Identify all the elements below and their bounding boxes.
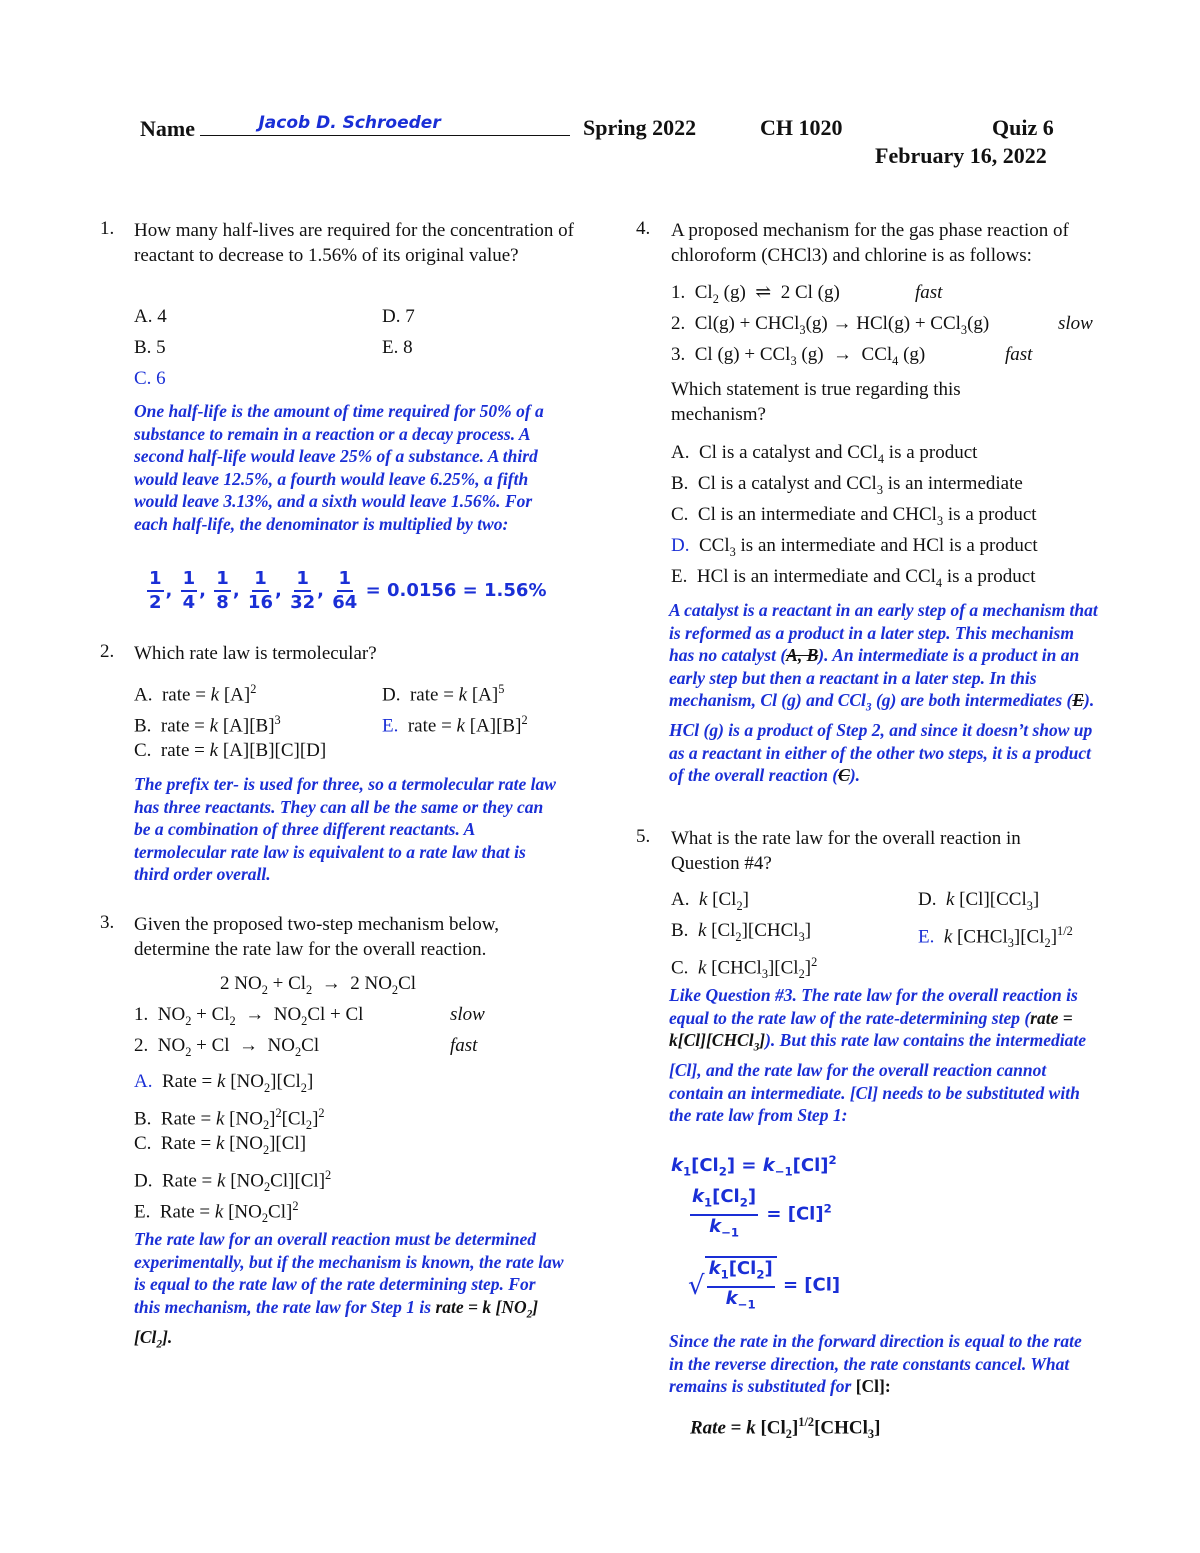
q4-step-3: 3. Cl (g) + CCl$_3$ (g) → CCl$_4$ (g) xyxy=(671,344,926,368)
q1-option-d: D. 7 xyxy=(382,306,415,327)
q3-option-b: B. Rate = k $[NO_2]^2[Cl_2]^2$ xyxy=(134,1106,325,1133)
course: CH 1020 xyxy=(760,115,843,140)
q5-equilibrium-equation: $k_1[Cl_2] = k_{-1}[Cl]^2$ xyxy=(671,1153,837,1179)
q3-step-1-speed: slow xyxy=(450,1004,485,1025)
q4-step-2-speed: slow xyxy=(1058,313,1093,334)
name-line xyxy=(200,115,570,136)
q5-text: What is the rate law for the overall reaction in Question #4? xyxy=(671,828,1021,874)
q4-option-b: B. Cl is a catalyst and CCl$_3$ is an intermediate xyxy=(671,473,1023,497)
q3-explanation: The rate law for an overall reaction must be determined experimentally, but if the mechanism is known, the rate law is equal to the rate law of the rate determining step. For this mechanism, the rate law for Step 1 is rate = k $[NO_2][Cl_2]$. xyxy=(134,1229,564,1350)
q2-option-e-correct: E. rate = k $[A][B]^2$ xyxy=(382,713,528,737)
q5-option-a: A. k $[Cl_2]$ xyxy=(671,889,749,913)
q5-final-text: Since the rate in the forward direction is equal to the rate in the reverse direction, the rate constants cancel. What remains is substituted for xyxy=(669,1331,1082,1396)
q2-number: 2. xyxy=(100,641,115,662)
q5-option-c: C. k $[CHCl_3][Cl_2]^2$ xyxy=(671,955,818,982)
q4-option-a: A. Cl is a catalyst and CCl$_4$ is a product xyxy=(671,442,978,466)
q1-result: = 0.0156 = 1.56% xyxy=(365,580,547,601)
q4-option-d-correct: D. CCl$_3$ is an intermediate and HCl is a product xyxy=(671,535,1038,559)
q2-option-d: D. rate = k $[A]^5$ xyxy=(382,682,505,706)
q5-rearranged-equation: $\frac{k_1[Cl_2]}{k_{-1}}$ = $[Cl]^2$ xyxy=(692,1186,832,1240)
q4-step-3-speed: fast xyxy=(1005,344,1033,365)
q5-option-e-correct: E. k $[CHCl_3][Cl_2]^{1/2}$ xyxy=(918,924,1073,951)
q4-option-e: E. HCl is an intermediate and CCl$_4$ is a product xyxy=(671,566,1036,590)
q5-final-explanation: Since the rate in the forward direction is equal to the rate in the reverse direction, the rate constants cancel. What remains is substituted for [Cl]: xyxy=(669,1331,1082,1396)
name-label: Name xyxy=(140,116,195,141)
q2-text: Which rate law is termolecular? xyxy=(134,643,377,664)
q1-option-c-correct: C. 6 xyxy=(134,368,166,389)
signature: Jacob D. Schroeder xyxy=(258,113,441,133)
name-field xyxy=(140,115,570,142)
q1-explanation: One half-life is the amount of time required for 50% of a substance to remain in a reaction or a decay process. A second half-life would leave 25% of a substance. A third would leave 12.5%, a fourth would leave 6.25%, a fifth would leave 3.13%, and a sixth would leave 1.56%. For each half-life, the denominator is multiplied by two: xyxy=(134,401,544,534)
q3-step-1: 1. $NO_2 + Cl_2 \to NO_2Cl + Cl$ xyxy=(134,1004,364,1028)
q4-step-2: 2. Cl(g) + CHCl$_3$(g) → HCl(g) + CCl$_3$(g) xyxy=(671,313,990,337)
q3-option-d: D. Rate = k $[NO_2Cl][Cl]^2$ xyxy=(134,1168,332,1195)
q1-option-e: E. 8 xyxy=(382,337,413,358)
q1-number: 1. xyxy=(100,218,115,239)
q5-option-b: B. k $[Cl_2][CHCl_3]$ xyxy=(671,920,812,944)
q3-step-2-speed: fast xyxy=(450,1035,478,1056)
q3-text: Given the proposed two-step mechanism below, determine the rate law for the overall reaction. xyxy=(134,914,499,960)
q3-option-a-correct: A. Rate = k $[NO_2][Cl_2]$ xyxy=(134,1071,314,1095)
quiz-number: Quiz 6 xyxy=(992,115,1054,140)
q3-explanation-text: The rate law for an overall reaction must be determined experimentally, but if the mechanism is known, the rate law is equal to the rate law of the rate determining step. For this mechanism, the rate law for Step 1 is xyxy=(134,1229,564,1317)
q1-text: How many half-lives are required for the concentration of reactant to decrease to 1.56% of its original value? xyxy=(134,220,574,266)
q4-explanation: A catalyst is a reactant in an early step of a mechanism that is reformed as a product in a later step. This mechanism has no catalyst (A, B). An intermediate is a product in an early step but then a reactant in a later step. In this mechanism, Cl (g) and CCl$_3$ (g) are both intermediates (E). HCl (g) is a product of Step 2, and since it doesn’t show up as a reactant in either of the other two steps, it is a product of the overall reaction (C). xyxy=(669,600,1098,785)
q2-option-c: C. rate = k [A][B][C][D] xyxy=(134,740,327,761)
q3-step-2: 2. $NO_2 + Cl \to NO_2Cl$ xyxy=(134,1035,320,1059)
q1-option-a: A. 4 xyxy=(134,306,167,327)
q4-option-c: C. Cl is an intermediate and CHCl$_3$ is a product xyxy=(671,504,1037,528)
q3-number: 3. xyxy=(100,912,115,933)
q2-option-a: A. rate = k $[A]^2$ xyxy=(134,682,257,706)
q1-option-b: B. 5 xyxy=(134,337,166,358)
q5-number: 5. xyxy=(636,826,651,847)
q5-explanation: Like Question #3. The rate law for the overall reaction is equal to the rate law of the rate-determining step (rate = k[Cl][CHCl$_3$]). But this rate law contains the intermediate [Cl], and the rate law for the overall reaction cannot contain an intermediate. [Cl] needs to be substituted with the rate law from Step 1: xyxy=(669,985,1086,1125)
q1-fraction-series: $\frac{1}{2}$ , $\frac{1}{4}$ , $\frac{1}{8}$ , $\frac{1}{16}$ , $\frac{1}{32}$ , $\frac{1}{64}$ = 0.0156 = 1.56% xyxy=(149,568,547,613)
q3-overall-reaction: 2 $NO_2 + Cl_2 \to 2$ $NO_2Cl$ xyxy=(220,973,417,997)
q4-number: 4. xyxy=(636,218,651,239)
q3-option-e: E. Rate = k $[NO_2Cl]^2$ xyxy=(134,1199,299,1226)
term: Spring 2022 xyxy=(583,115,697,140)
q5-option-d: D. k [Cl][CCl$_3$] xyxy=(918,889,1040,913)
q5-sqrt-equation: √ $\frac{k_1[Cl_2]}{k_{-1}}$ = [Cl] xyxy=(688,1256,840,1315)
quiz-date: February 16, 2022 xyxy=(875,143,1047,168)
q4-question: Which statement is true regarding this mechanism? xyxy=(671,379,961,425)
q4-step-1: 1. $Cl_2$ (g) ⇌ 2 Cl (g) xyxy=(671,282,840,306)
q3-option-c: C. Rate = k $[NO_2][Cl]$ xyxy=(134,1133,307,1157)
q2-option-b: B. rate = k $[A][B]^3$ xyxy=(134,713,281,737)
q4-text: A proposed mechanism for the gas phase reaction of chloroform (CHCl3) and chlorine is as follows: xyxy=(671,220,1069,266)
q4-step-1-speed: fast xyxy=(915,282,943,303)
q2-explanation: The prefix ter- is used for three, so a termolecular rate law has three reactants. They can all be the same or they can be a combination of three different reactants. A termolecular rate law is equivalent to a rate law that is third order overall. xyxy=(134,774,556,884)
q5-final-rate-law: Rate = k $[Cl_2]^{1/2}[CHCl_3]$ xyxy=(690,1415,881,1442)
